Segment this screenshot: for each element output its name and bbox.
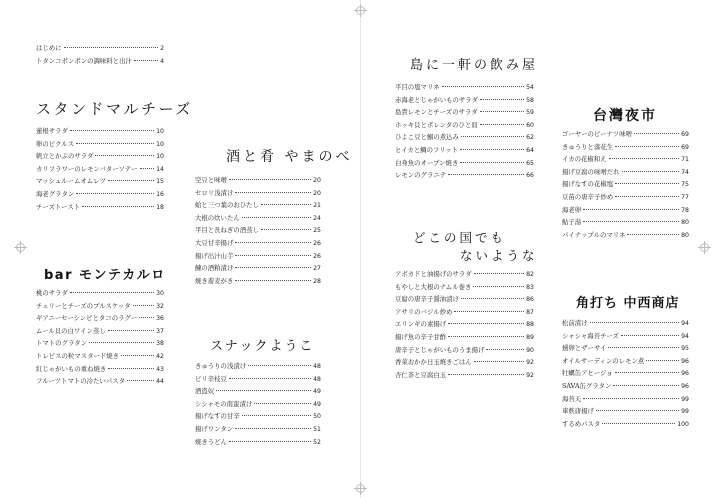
- dot-leader: [627, 234, 679, 235]
- toc-entry-name: 空豆と味噌: [195, 176, 227, 184]
- toc-entry: [395, 169, 534, 182]
- toc-entry-name: 大根の炊いたん: [195, 213, 240, 222]
- dot-leader: [634, 133, 679, 134]
- dot-leader: [609, 158, 680, 159]
- toc-entry-name: 杏仁茶と豆腐白玉: [395, 370, 447, 379]
- toc-entry: [395, 369, 534, 382]
- toc-entry: [195, 398, 321, 411]
- dot-leader: [583, 209, 679, 210]
- section-title-bar: bar モンテカルロ: [44, 268, 166, 283]
- section-title-snack: スナックようこ: [210, 339, 315, 354]
- toc-entry: [562, 128, 689, 141]
- toc-entry: [395, 119, 534, 132]
- toc-entry-page: 25: [313, 227, 321, 235]
- dot-leader: [583, 221, 679, 222]
- section-title-island: 島に一軒の飲み屋: [410, 58, 539, 73]
- toc-entry-page: 92: [526, 359, 534, 367]
- toc-entry-page: 27: [313, 265, 321, 273]
- toc-entry-name: フルーツトマトの冷たいパスタ: [36, 377, 125, 386]
- dot-leader: [473, 286, 524, 287]
- dot-leader: [461, 136, 524, 137]
- toc-entry-page: 80: [681, 231, 689, 239]
- toc-entry-name: 揚げ出汁山芋: [195, 251, 234, 260]
- toc-entry: [195, 423, 321, 436]
- toc-entry-name: 焼きうどん: [195, 437, 227, 446]
- dot-leader: [108, 180, 154, 181]
- toc-entry: [562, 405, 689, 418]
- toc-entry: [195, 174, 321, 187]
- toc-entry-page: 60: [526, 121, 534, 129]
- toc-entry-name: 鮎子湯: [562, 218, 582, 227]
- dot-leader: [229, 378, 311, 379]
- toc-entry-page: 20: [313, 189, 321, 197]
- toc-entry: [195, 410, 321, 423]
- toc-entry-name: アボカドと油揚げのサラダ: [395, 270, 472, 278]
- toc-entry: [36, 363, 164, 376]
- toc-entry-page: 94: [681, 332, 689, 340]
- dot-leader: [76, 143, 154, 144]
- toc-entry-name: ギアニーセーシンビとタコのラグー: [36, 314, 138, 323]
- toc-entry-page: 52: [313, 438, 321, 446]
- dot-leader: [460, 149, 524, 150]
- toc-entry-page: 50: [313, 413, 321, 421]
- toc-entry: [562, 191, 689, 204]
- toc-entry-page: 48: [313, 363, 321, 370]
- toc-entry-name: 蓮根サラダ: [36, 127, 68, 135]
- dot-leader: [615, 372, 680, 373]
- toc-entry: [562, 393, 689, 406]
- dot-leader: [229, 441, 311, 442]
- yamanobe-list: [195, 174, 321, 287]
- page-spine: [360, 0, 361, 498]
- dot-leader: [448, 336, 524, 337]
- toc-entry-page: 16: [156, 190, 164, 198]
- toc-entry-name: 桃のサラダ: [36, 289, 68, 297]
- toc-entry-page: 86: [526, 296, 534, 304]
- toc-entry-name: 赤海老とじゃがいものサラダ: [395, 95, 479, 104]
- dot-leader: [139, 317, 154, 318]
- dot-leader: [89, 342, 154, 343]
- toc-entry-name: 焼き蕎麦がき: [195, 276, 234, 285]
- toc-entry: [195, 385, 321, 398]
- toc-entry-page: 99: [681, 408, 689, 416]
- toc-entry: [195, 224, 321, 237]
- toc-entry-name: 車麩唐揚げ: [562, 407, 594, 416]
- toc-entry-name: ヒイカと鯛のフリット: [395, 145, 459, 154]
- toc-entry: [195, 275, 321, 288]
- toc-entry-name: 燻卵とザーサイ: [562, 344, 607, 353]
- dot-leader: [261, 229, 311, 230]
- dot-leader: [448, 374, 524, 375]
- toc-entry: [562, 204, 689, 217]
- toc-entry-name: きゅうりの浅漬け: [195, 362, 247, 370]
- toc-entry-page: 18: [156, 203, 164, 211]
- toc-entry: [195, 237, 321, 250]
- toc-entry-name: マッシュルームオムレツ: [36, 177, 106, 186]
- intro-list: [36, 42, 164, 67]
- toc-entry-page: 10: [156, 140, 164, 148]
- toc-entry: [395, 144, 534, 157]
- toc-entry-name: トタンコポンポンの調味料と出汁: [36, 56, 132, 65]
- toc-entry-name: 海老グラタン: [36, 189, 75, 198]
- toc-entry-name: 卵のピクルス: [36, 139, 74, 148]
- toc-entry: [36, 300, 164, 313]
- toc-entry: [36, 125, 164, 138]
- dot-leader: [235, 255, 311, 256]
- toc-entry: [562, 229, 689, 242]
- toc-entry-name: アサリのバジル炒め: [395, 307, 453, 316]
- registration-mark-bottom: [356, 484, 365, 493]
- toc-entry-name: 松前漬け: [562, 319, 588, 327]
- toc-entry-page: 48: [313, 375, 321, 383]
- dot-leader: [235, 428, 311, 429]
- section-title-taiwan: 台灣夜市: [593, 108, 657, 124]
- nowhere-list: [395, 268, 534, 381]
- toc-entry: [562, 178, 689, 191]
- toc-entry: [195, 212, 321, 225]
- dot-leader: [461, 298, 524, 299]
- toc-entry-page: 80: [681, 219, 689, 227]
- toc-entry-name: 平目の塩マリネ: [395, 83, 440, 91]
- toc-entry-page: 58: [526, 96, 534, 104]
- toc-entry-name: 平目と長ねぎの酒蒸し: [195, 226, 259, 235]
- section-title-nowhere-line2: ないような: [460, 248, 538, 263]
- toc-entry: [36, 375, 164, 388]
- toc-entry-page: 96: [681, 382, 689, 390]
- toc-entry-name: 海苔天: [562, 394, 582, 403]
- toc-entry: [395, 306, 534, 319]
- bar-list: [36, 287, 164, 388]
- dot-leader: [646, 360, 679, 361]
- dot-leader: [602, 423, 675, 424]
- toc-entry-page: 15: [156, 178, 164, 186]
- dot-leader: [133, 305, 155, 306]
- dot-leader: [76, 193, 154, 194]
- toc-entry-name: 大豆甘辛揚げ: [195, 238, 234, 247]
- dot-leader: [108, 330, 154, 331]
- toc-entry-page: 36: [156, 315, 164, 323]
- toc-entry-name: もやしと大根のナムル巻き: [395, 282, 472, 291]
- toc-entry-name: オイルサーディンのレモン煮: [562, 356, 645, 365]
- toc-entry: [36, 312, 164, 325]
- toc-entry-page: 20: [313, 177, 321, 184]
- toc-entry: [395, 293, 534, 306]
- toc-entry-page: 77: [681, 193, 689, 201]
- dot-leader: [127, 380, 154, 381]
- toc-entry-name: 島貴レモンとチーズのサラダ: [395, 108, 478, 117]
- toc-entry: [395, 356, 534, 369]
- toc-entry-name: 蛤と三つ葉のおひたし: [195, 201, 259, 210]
- toc-entry-page: 37: [156, 327, 164, 335]
- section-title-nowhere-line1: どこの国でも: [413, 230, 507, 245]
- toc-entry: [395, 344, 534, 357]
- toc-entry: [395, 81, 534, 94]
- toc-entry-page: 87: [526, 308, 534, 316]
- toc-entry-name: シャシャ海苔チーズ: [562, 331, 619, 340]
- dot-leader: [474, 361, 524, 362]
- toc-entry-page: 75: [681, 181, 689, 189]
- registration-mark-left: [16, 243, 25, 252]
- toc-entry-name: きゅうりと落花生: [562, 142, 614, 151]
- toc-entry-name: エリンギの素揚げ: [395, 320, 447, 329]
- dot-leader: [235, 242, 311, 243]
- toc-entry: [395, 131, 534, 144]
- toc-entry: [195, 187, 321, 200]
- dot-leader: [248, 365, 311, 366]
- toc-entry-page: 65: [526, 159, 534, 167]
- dot-leader: [235, 192, 311, 193]
- toc-entry: [562, 355, 689, 368]
- toc-entry-page: 49: [313, 400, 321, 408]
- toc-entry-name: ホッキ貝とポレンタのひと皿: [395, 120, 478, 129]
- toc-entry: [36, 350, 164, 363]
- toc-entry-name: ピリ辛枝豆: [195, 374, 227, 383]
- dot-leader: [82, 206, 154, 207]
- toc-entry: [395, 94, 534, 107]
- toc-entry-page: 99: [681, 395, 689, 403]
- toc-entry: [562, 153, 689, 166]
- section-title-kakuuchi: 角打ち 中西商店: [576, 296, 680, 311]
- dot-leader: [442, 86, 525, 87]
- toc-entry-name: 揚げなすの甘辛: [195, 412, 240, 421]
- dot-leader: [254, 403, 311, 404]
- section-title-yamanobe: 酒と肴 やまのべ: [226, 149, 353, 165]
- toc-entry: [395, 106, 534, 119]
- dot-leader: [480, 111, 524, 112]
- toc-entry: [562, 418, 689, 431]
- toc-entry-page: 14: [156, 165, 164, 173]
- dot-leader: [486, 349, 524, 350]
- toc-entry-page: 2: [160, 45, 164, 52]
- dot-leader: [70, 292, 154, 293]
- toc-entry-page: 49: [313, 388, 321, 396]
- toc-entry-page: 10: [156, 128, 164, 135]
- dot-leader: [70, 130, 154, 131]
- toc-entry-name: チェリーとチーズのブルスケッタ: [36, 301, 131, 310]
- dot-leader: [134, 60, 158, 61]
- dot-leader: [235, 267, 311, 268]
- toc-entry: [36, 325, 164, 338]
- toc-entry-page: 44: [156, 378, 164, 386]
- dot-leader: [235, 280, 311, 281]
- kakuuchi-list: [562, 317, 689, 430]
- toc-entry-name: するめパスタ: [562, 419, 601, 428]
- dot-leader: [121, 355, 154, 356]
- section-title-stand: スタンドマルチーズ: [36, 100, 193, 118]
- toc-entry: [562, 141, 689, 154]
- toc-entry-name: 牡蠣缶アヒージョ: [562, 369, 613, 378]
- toc-entry-page: 62: [526, 134, 534, 142]
- toc-entry-name: カリフラワーのレモンバターソテー: [36, 164, 138, 173]
- toc-entry: [395, 157, 534, 170]
- toc-entry-name: はじめに: [36, 44, 62, 52]
- toc-entry-page: 59: [526, 109, 534, 117]
- toc-entry-page: 95: [681, 345, 689, 353]
- toc-entry-name: セロリ浅漬け: [195, 188, 234, 197]
- dot-leader: [615, 183, 679, 184]
- dot-leader: [613, 385, 679, 386]
- toc-entry-name: 紅じゃがいもの重ね焼き: [36, 364, 107, 373]
- toc-entry: [36, 163, 164, 176]
- toc-entry-page: 90: [526, 346, 534, 354]
- toc-entry-page: 28: [313, 277, 321, 285]
- toc-entry: [562, 342, 689, 355]
- toc-entry: [195, 199, 321, 212]
- toc-entry-page: 92: [526, 371, 534, 379]
- toc-entry-page: 26: [313, 239, 321, 247]
- dot-leader: [108, 368, 154, 369]
- dot-leader: [64, 47, 159, 48]
- toc-entry-page: 74: [681, 168, 689, 176]
- toc-entry-name: 揚げ魚の辛子甘酢: [395, 332, 447, 341]
- toc-entry-page: 78: [681, 206, 689, 214]
- dot-leader: [615, 146, 679, 147]
- toc-entry-page: 43: [156, 365, 164, 373]
- toc-entry-page: 4: [160, 57, 164, 65]
- toc-entry-page: 96: [681, 357, 689, 365]
- toc-entry-name: パイナップルのマリネ: [562, 230, 626, 239]
- dot-leader: [454, 311, 524, 312]
- toc-entry: [36, 188, 164, 201]
- toc-entry: [36, 175, 164, 188]
- dot-leader: [474, 273, 525, 274]
- toc-entry-name: 香菜おかか日玉焼きごはん: [395, 358, 472, 367]
- toc-entry-page: 69: [681, 143, 689, 151]
- toc-entry-name: 帆立とかぶのサラダ: [36, 152, 94, 161]
- dot-leader: [448, 174, 524, 175]
- toc-entry-page: 69: [681, 131, 689, 138]
- dot-leader: [615, 196, 679, 197]
- dot-leader: [622, 171, 680, 172]
- toc-entry-page: 42: [156, 352, 164, 360]
- dot-leader: [590, 322, 680, 323]
- stand-list: [36, 125, 164, 213]
- toc-entry-name: 豆腐の唐辛子醤油漬け: [395, 295, 459, 304]
- toc-entry-page: 66: [526, 172, 534, 180]
- toc-entry-page: 89: [526, 333, 534, 341]
- toc-entry-page: 38: [156, 340, 164, 348]
- toc-entry-name: 鰊の酒粕漬け: [195, 264, 234, 273]
- toc-entry-name: 唐辛子とじゃがいものうま揚げ: [395, 345, 485, 354]
- dot-leader: [261, 204, 311, 205]
- dot-leader: [480, 99, 524, 100]
- toc-entry-name: イカの花椒和え: [562, 155, 607, 164]
- toc-entry-page: 24: [313, 214, 321, 222]
- toc-entry: [36, 287, 164, 300]
- toc-entry-page: 88: [526, 321, 534, 329]
- toc-entry-name: 揚げなすの花椒塩: [562, 180, 614, 189]
- dot-leader: [216, 390, 311, 391]
- toc-entry: [562, 330, 689, 343]
- dot-leader: [95, 155, 154, 156]
- toc-entry: [36, 201, 164, 214]
- toc-entry: [395, 268, 534, 281]
- toc-entry-name: ゴーヤーのピーナツ味噌: [562, 130, 632, 138]
- dot-leader: [608, 347, 679, 348]
- toc-entry-name: 酒盗奴: [195, 387, 215, 396]
- toc-entry-page: 64: [526, 146, 534, 154]
- toc-entry-page: 96: [681, 370, 689, 378]
- toc-entry-page: 32: [156, 302, 164, 310]
- dot-leader: [621, 335, 679, 336]
- toc-entry-page: 94: [681, 320, 689, 327]
- toc-entry: [562, 317, 689, 330]
- toc-entry: [395, 318, 534, 331]
- toc-entry-page: 51: [313, 425, 321, 433]
- toc-entry-name: トマトのグラタン: [36, 339, 88, 348]
- toc-entry-page: 54: [526, 84, 534, 91]
- toc-entry-page: 83: [526, 283, 534, 291]
- toc-entry-name: レモンのグラニテ: [395, 171, 447, 180]
- dot-leader: [460, 162, 524, 163]
- dot-leader: [596, 410, 679, 411]
- toc-entry-name: 豆苗の唐辛子炒め: [562, 192, 614, 201]
- toc-entry: [36, 55, 164, 68]
- toc-entry: [195, 360, 321, 373]
- toc-entry-page: 30: [156, 290, 164, 297]
- dot-leader: [480, 124, 524, 125]
- dot-leader: [242, 217, 311, 218]
- toc-entry-name: トレビスの粒マスタード焼き: [36, 351, 120, 360]
- island-list: [395, 81, 534, 182]
- registration-mark-top: [356, 6, 365, 15]
- dot-leader: [140, 168, 155, 169]
- toc-entry: [395, 281, 534, 294]
- toc-entry-name: ムール貝の白ワイン蒸し: [36, 326, 106, 335]
- taiwan-list: [562, 128, 689, 241]
- toc-entry-name: SAVA缶グラタン: [562, 381, 612, 390]
- toc-entry: [562, 216, 689, 229]
- toc-entry-name: チーズトースト: [36, 202, 81, 211]
- toc-entry-page: 21: [313, 202, 321, 210]
- dot-leader: [242, 415, 311, 416]
- toc-entry-page: 100: [677, 420, 689, 428]
- toc-entry: [395, 331, 534, 344]
- toc-entry-page: 26: [313, 252, 321, 260]
- toc-entry: [36, 138, 164, 151]
- toc-entry-name: 海老卵: [562, 205, 582, 214]
- toc-entry-name: ひよこ豆と鰯の煮込み: [395, 133, 459, 142]
- toc-entry: [562, 166, 689, 179]
- toc-entry: [195, 436, 321, 449]
- dot-leader: [229, 179, 311, 180]
- toc-entry: [562, 380, 689, 393]
- registration-mark-right: [700, 243, 709, 252]
- toc-entry-page: 71: [681, 156, 689, 164]
- toc-entry: [36, 337, 164, 350]
- snack-list: [195, 360, 321, 448]
- toc-entry: [195, 250, 321, 263]
- toc-entry-name: 白身魚のオーブン焼き: [395, 158, 459, 167]
- toc-entry: [562, 367, 689, 380]
- dot-leader: [448, 323, 524, 324]
- toc-entry: [36, 42, 164, 55]
- dot-leader: [583, 398, 679, 399]
- toc-entry-name: 揚げワンタン: [195, 424, 234, 433]
- toc-entry: [195, 262, 321, 275]
- toc-entry-name: 揚げ豆腐の味噌だれ: [562, 167, 620, 176]
- toc-entry-name: シシャモの南蛮漬け: [195, 399, 253, 408]
- toc-entry-page: 10: [156, 153, 164, 161]
- toc-entry: [195, 373, 321, 386]
- toc-entry-page: 82: [526, 271, 534, 278]
- toc-entry: [36, 150, 164, 163]
